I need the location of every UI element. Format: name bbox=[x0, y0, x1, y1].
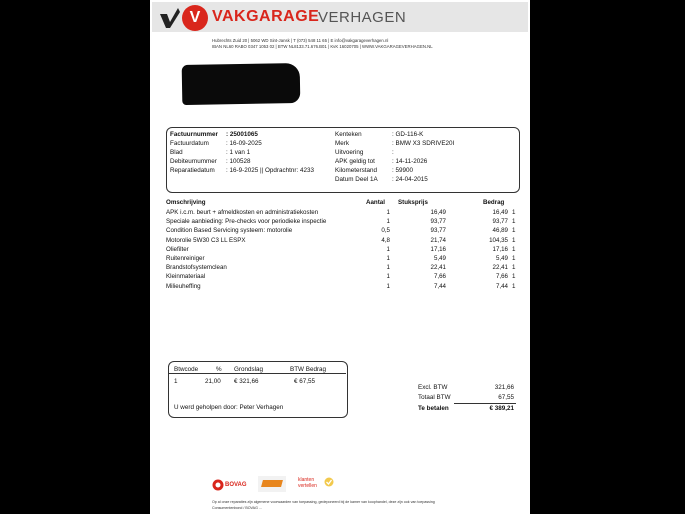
line-item-amount: 7,66 bbox=[495, 273, 508, 281]
line-item-code: 1 bbox=[512, 236, 516, 244]
line-item-amount: 46,89 bbox=[492, 227, 508, 235]
line-item-description: Kleinmateriaal bbox=[166, 273, 206, 281]
brand-label: Merk bbox=[335, 140, 349, 147]
repair-date-label: Reparatiedatum bbox=[170, 167, 215, 174]
line-item-description: Condition Based Servicing systeem: motorolie bbox=[166, 227, 293, 235]
line-item-description: Oliefilter bbox=[166, 245, 189, 253]
line-item-description: Brandstofsystemclean bbox=[166, 264, 227, 272]
line-items-header bbox=[166, 199, 516, 208]
line-item bbox=[166, 237, 516, 246]
line-item-description: Motorolie 5W30 C3 LL ESPX bbox=[166, 236, 246, 244]
address-line-2: IBAN NL60 RABO 0347 1053 02 | BTW NL8133.71.676.B01 | KvK 16020705 | WWW.VAKGARAGEVERHAGEN.NL bbox=[212, 44, 433, 49]
line-item-code: 1 bbox=[512, 218, 516, 226]
registration-date-label: Datum Deel 1A bbox=[335, 176, 378, 183]
line-item-unit: 93,77 bbox=[430, 227, 446, 235]
debtor-number: : 100528 bbox=[226, 158, 251, 165]
line-item bbox=[166, 255, 516, 264]
mileage-label: Kilometerstand bbox=[335, 167, 377, 174]
invoice-number: : 25001065 bbox=[226, 131, 258, 138]
invoice-date-label: Factuurdatum bbox=[170, 140, 209, 147]
apk-label: APK geldig tot bbox=[335, 158, 375, 165]
vat-pct-header: % bbox=[216, 366, 222, 373]
line-item-qty: 1 bbox=[386, 255, 390, 262]
vat-amount: € 67,55 bbox=[294, 378, 316, 385]
line-item bbox=[166, 227, 516, 236]
page-label: Blad bbox=[170, 149, 183, 156]
line-item-code: 1 bbox=[512, 255, 516, 262]
line-item-qty: 1 bbox=[386, 209, 390, 216]
line-item-code: 1 bbox=[512, 227, 516, 235]
line-item-amount: 16,49 bbox=[492, 209, 508, 216]
line-item-code: 1 bbox=[512, 264, 516, 272]
variant-value: : bbox=[392, 149, 394, 156]
line-item-qty: 1 bbox=[386, 282, 390, 290]
line-item-code: 1 bbox=[512, 245, 516, 253]
line-item-qty: 4,8 bbox=[381, 236, 390, 244]
apk-value: : 14-11-2026 bbox=[392, 158, 428, 165]
line-item-amount: 93,77 bbox=[492, 218, 508, 226]
klanten-vertellen-text: klanten vertellen bbox=[298, 477, 317, 489]
totals-divider bbox=[454, 403, 516, 404]
partner-logo bbox=[258, 476, 286, 492]
debtor-number-label: Debiteurnummer bbox=[170, 158, 217, 165]
plate-value: : GD-116-K bbox=[392, 131, 424, 138]
brand-value: : BMW X3 SDRIVE20I bbox=[392, 140, 455, 147]
line-item-qty: 0,5 bbox=[381, 227, 390, 235]
line-item bbox=[166, 264, 516, 273]
line-item bbox=[166, 246, 516, 255]
total-vat: 67,55 bbox=[498, 394, 514, 401]
registration-date: : 24-04-2015 bbox=[392, 176, 428, 183]
col-description: Omschrijving bbox=[166, 199, 206, 206]
vakgarage-logo: V bbox=[182, 5, 208, 31]
col-unit-price: Stuksprijs bbox=[398, 199, 428, 206]
vat-code-header: Btwcode bbox=[174, 366, 199, 373]
line-item-unit: 22,41 bbox=[430, 264, 446, 272]
address-line-1: Hubrechts Zuid 20 | 5062 WD Sint-Jansk | T (073) 548 11 65 | E info@vakgarageverhagen.nl bbox=[212, 38, 389, 43]
bovag-emblem-icon bbox=[212, 479, 224, 493]
klanten-vertellen-logo bbox=[298, 476, 334, 492]
line-item-amount: 5,49 bbox=[495, 255, 508, 262]
line-item-amount: 7,44 bbox=[495, 282, 508, 290]
line-item-amount: 22,41 bbox=[492, 264, 508, 272]
total-vat-label: Totaal BTW bbox=[418, 394, 451, 401]
line-item-description: Ruitenreiniger bbox=[166, 255, 205, 262]
amount-due: € 389,21 bbox=[489, 405, 514, 412]
line-item-unit: 7,66 bbox=[433, 273, 446, 281]
helped-by: U werd geholpen door: Peter Verhagen bbox=[174, 404, 284, 411]
repair-date: : 16-9-2025 || Opdrachtnr: 4233 bbox=[226, 167, 314, 174]
line-item-code: 1 bbox=[512, 209, 516, 216]
col-amount: Bedrag bbox=[483, 199, 505, 206]
vat-base-header: Grondslag bbox=[234, 366, 264, 373]
plate-label: Kenteken bbox=[335, 131, 362, 138]
variant-label: Uitvoering bbox=[335, 149, 364, 156]
col-qty: Aantal bbox=[366, 199, 385, 206]
line-item-qty: 1 bbox=[386, 273, 390, 281]
line-item-qty: 1 bbox=[386, 245, 390, 253]
line-item-unit: 16,49 bbox=[430, 209, 446, 216]
line-item-qty: 1 bbox=[386, 264, 390, 272]
line-item bbox=[166, 209, 516, 218]
invoice-page bbox=[150, 0, 530, 514]
line-item bbox=[166, 218, 516, 227]
yellow-check-icon bbox=[324, 477, 334, 487]
line-item-amount: 17,16 bbox=[492, 245, 508, 253]
line-item bbox=[166, 283, 516, 292]
mileage-value: : 59900 bbox=[392, 167, 414, 174]
line-item-unit: 5,49 bbox=[433, 255, 446, 262]
redacted-address bbox=[182, 63, 301, 105]
brand-sub: VERHAGEN bbox=[318, 9, 407, 26]
line-item-description: Milieuheffing bbox=[166, 282, 201, 290]
line-item-description: Speciale aanbieding: Pre-checks voor periodieke inspectie bbox=[166, 218, 327, 226]
bovag-logo bbox=[212, 478, 246, 494]
line-item-description: APK i.c.m. beurt + afmeldkosten en administratiekosten bbox=[166, 209, 319, 216]
amount-due-label: Te betalen bbox=[418, 405, 449, 412]
line-item-qty: 1 bbox=[386, 218, 390, 226]
page-value: : 1 van 1 bbox=[226, 149, 251, 156]
invoice-number-label: Factuurnummer bbox=[170, 131, 218, 138]
bovag-text: BOVAG bbox=[225, 482, 247, 488]
vat-amount-header: BTW Bedrag bbox=[290, 366, 327, 373]
line-item-code: 1 bbox=[512, 273, 516, 281]
line-item-amount: 104,35 bbox=[489, 236, 508, 244]
vat-pct: 21,00 bbox=[205, 378, 221, 385]
vat-base: € 321,66 bbox=[234, 378, 259, 385]
excl-vat-label: Excl. BTW bbox=[418, 384, 448, 391]
footer-line-2: Consumentenbond / BOVAG ... bbox=[212, 506, 262, 510]
line-item-unit: 21,74 bbox=[430, 236, 446, 244]
brand-name: VAKGARAGE bbox=[212, 8, 320, 25]
line-item-unit: 93,77 bbox=[430, 218, 446, 226]
line-item-unit: 17,16 bbox=[430, 245, 446, 253]
invoice-date: : 16-09-2025 bbox=[226, 140, 262, 147]
line-item-code: 1 bbox=[512, 282, 516, 290]
footer-line-1: Op al onze reparaties zijn algemene voorwaarden van toepassing, gedeponeerd bij de kamer van koophandel, deze zijn ook van toepassing bbox=[212, 500, 435, 504]
line-item-unit: 7,44 bbox=[433, 282, 446, 290]
checkmark-logo-icon bbox=[158, 6, 180, 28]
vat-divider bbox=[168, 373, 346, 374]
vat-code: 1 bbox=[174, 378, 178, 385]
line-item bbox=[166, 273, 516, 282]
excl-vat: 321,66 bbox=[494, 384, 514, 391]
